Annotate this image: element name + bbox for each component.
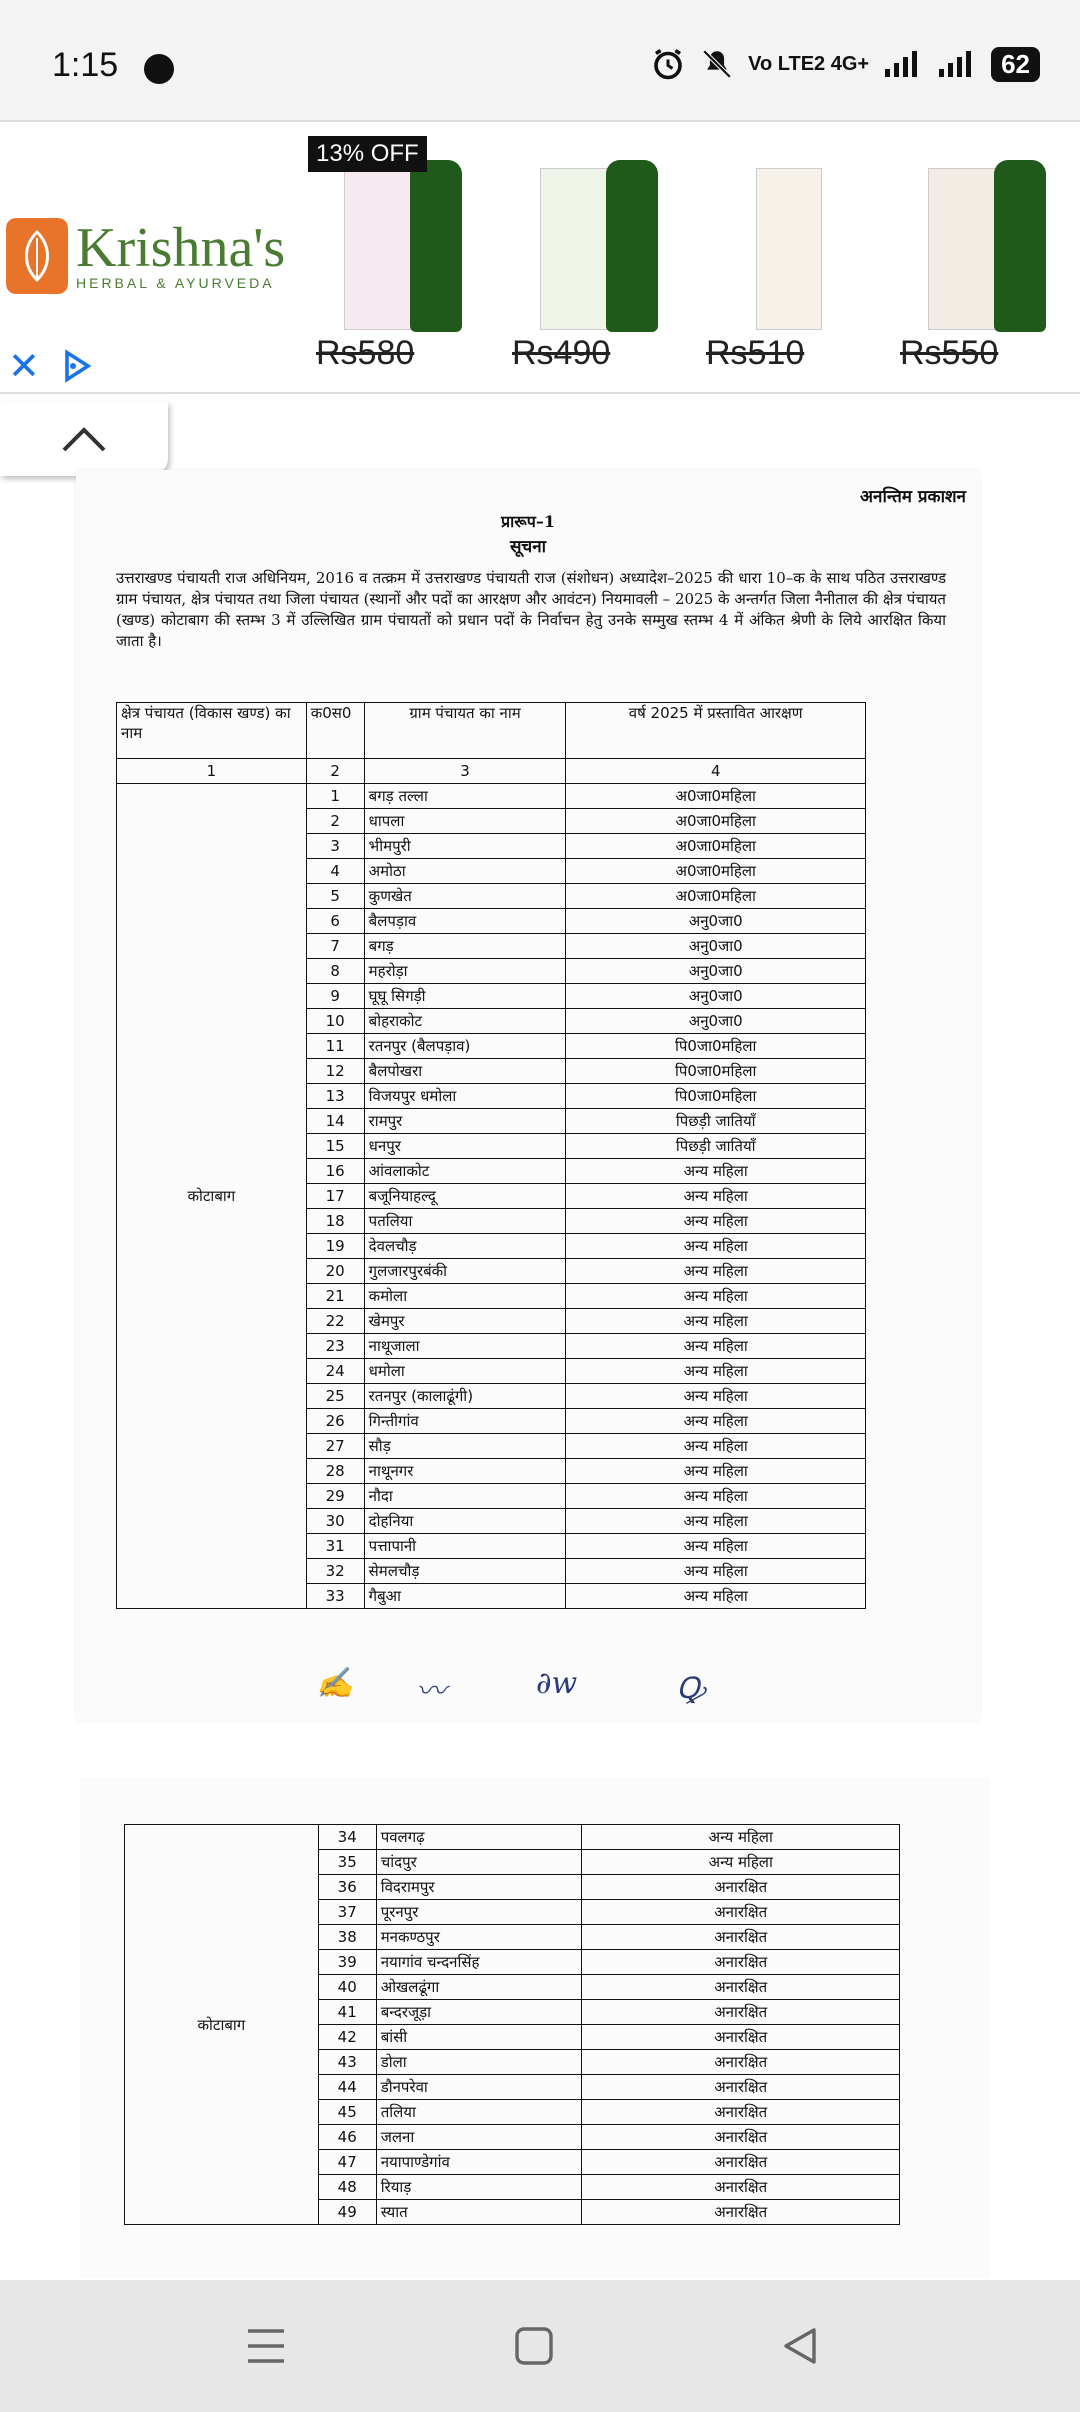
serial-number-cell: 48 (318, 2175, 376, 2200)
notice-title: सूचना (509, 537, 547, 557)
reservation-category-cell: अनु0जा0 (566, 1009, 866, 1034)
serial-number-cell: 12 (306, 1059, 364, 1084)
product-price: Rs490 (512, 334, 611, 372)
reservation-category-cell: अन्य महिला (566, 1309, 866, 1334)
column-number: 1 (117, 759, 307, 784)
village-name-cell: भीमपुरी (364, 834, 566, 859)
village-name-cell: नयागांव चन्दनसिंह (376, 1950, 582, 1975)
serial-number-cell: 4 (306, 859, 364, 884)
status-bar (0, 0, 1080, 120)
reservation-category-cell: अ0जा0महिला (566, 784, 866, 809)
column-number: 3 (364, 759, 566, 784)
product-card[interactable] (502, 128, 682, 388)
brand-logo[interactable] (6, 218, 285, 294)
brand-name: Krishna's (76, 217, 286, 279)
village-name-cell: कुणखेत (364, 884, 566, 909)
reservation-category-cell: अनारक्षित (582, 2075, 900, 2100)
product-bottle-image (606, 160, 658, 332)
village-name-cell: देवलचौड़ (364, 1234, 566, 1259)
reservation-category-cell: अन्य महिला (566, 1259, 866, 1284)
reservation-category-cell: अन्य महिला (566, 1484, 866, 1509)
column-header: ग्राम पंचायत का नाम (364, 703, 566, 759)
serial-number-cell: 2 (306, 809, 364, 834)
battery-indicator: 62 (991, 47, 1040, 82)
reservation-category-cell: अनारक्षित (582, 2200, 900, 2225)
document-page-1 (76, 470, 980, 1720)
back-button[interactable] (770, 2320, 830, 2372)
product-box-image (928, 168, 1004, 330)
reservation-category-cell: अन्य महिला (566, 1284, 866, 1309)
serial-number-cell: 41 (318, 2000, 376, 2025)
product-price: Rs510 (706, 334, 805, 372)
reservation-category-cell: अनारक्षित (582, 1975, 900, 2000)
village-name-cell: बगड़ तल्ला (364, 784, 566, 809)
column-header: वर्ष 2025 में प्रस्तावित आरक्षण (566, 703, 866, 759)
signal-icon (883, 49, 923, 79)
village-name-cell: बगड़ (364, 934, 566, 959)
village-name-cell: ओखलढूंगा (376, 1975, 582, 2000)
leaf-logo-icon (6, 218, 68, 294)
reservation-category-cell: अनु0जा0 (566, 984, 866, 1009)
back-triangle-icon (780, 2326, 820, 2366)
status-time: 1:15 (52, 46, 119, 84)
village-name-cell: जलना (376, 2125, 582, 2150)
brand-tagline: HERBAL & AYURVEDA (76, 275, 275, 291)
reservation-category-cell: अनु0जा0 (566, 934, 866, 959)
village-name-cell: सौड़ (364, 1434, 566, 1459)
product-card[interactable] (306, 128, 486, 388)
serial-number-cell: 39 (318, 1950, 376, 1975)
serial-number-cell: 34 (318, 1825, 376, 1850)
serial-number-cell: 8 (306, 959, 364, 984)
reservation-category-cell: अनारक्षित (582, 1875, 900, 1900)
village-name-cell: महरोड़ा (364, 959, 566, 984)
reservation-category-cell: अनारक्षित (582, 1950, 900, 1975)
serial-number-cell: 32 (306, 1559, 364, 1584)
serial-number-cell: 13 (306, 1084, 364, 1109)
village-name-cell: नाथूजाला (364, 1334, 566, 1359)
signature-2: 〰 (416, 1674, 446, 1709)
reservation-category-cell: अन्य महिला (566, 1584, 866, 1609)
serial-number-cell: 20 (306, 1259, 364, 1284)
village-name-cell: मनकण्ठपुर (376, 1925, 582, 1950)
signature-3: ∂w (536, 1666, 578, 1701)
village-name-cell: अमोठा (364, 859, 566, 884)
network-label: Vo LTE2 4G+ (748, 52, 870, 75)
reservation-category-cell: पि0जा0महिला (566, 1034, 866, 1059)
reservation-category-cell: अन्य महिला (582, 1850, 900, 1875)
column-number: 2 (306, 759, 364, 784)
reservation-category-cell: अनारक्षित (582, 2025, 900, 2050)
serial-number-cell: 7 (306, 934, 364, 959)
serial-number-cell: 14 (306, 1109, 364, 1134)
village-name-cell: बोहराकोट (364, 1009, 566, 1034)
serial-number-cell: 5 (306, 884, 364, 909)
signature-4: Ꝙ (676, 1671, 705, 1706)
home-square-icon (514, 2326, 554, 2366)
reservation-category-cell: पि0जा0महिला (566, 1059, 866, 1084)
provisional-label: अनन्तिम प्रकाशन (860, 487, 966, 507)
serial-number-cell: 18 (306, 1209, 364, 1234)
reservation-category-cell: अन्य महिला (566, 1209, 866, 1234)
block-name-cell: कोटाबाग (125, 1825, 319, 2225)
serial-number-cell: 40 (318, 1975, 376, 2000)
reservation-category-cell: अ0जा0महिला (566, 884, 866, 909)
reservation-category-cell: अनारक्षित (582, 2125, 900, 2150)
collapse-ad-button[interactable] (0, 402, 168, 476)
village-name-cell: धनपुर (364, 1134, 566, 1159)
notice-paragraph: उत्तराखण्ड पंचायती राज अधिनियम, 2016 व तत्क्रम में उत्तराखण्ड पंचायती राज (संशोधन) अध्यादेश–2025 की धारा 10–क के साथ पठित उत्तराखण्ड ग्राम पंचायत, क्षेत्र पंचायत तथा जिला पंचायत (स्थानों और पदों का आरक्षण और आवंटन) नियमावली – 2025 के अन्तर्गत जिला नैनीताल की क्षेत्र पंचायत (खण्ड) कोटाबाग की स्तम्भ 3 में उल्लिखित ग्राम पंचायतों को प्रधान पदों के निर्वाचन हेतु उनके सम्मुख स्तम्भ 4 में अंकित श्रेणी के लिये आरक्षित किया जाता है। (116, 569, 946, 650)
serial-number-cell: 9 (306, 984, 364, 1009)
village-name-cell: तलिया (376, 2100, 582, 2125)
reservation-category-cell: अनु0जा0 (566, 909, 866, 934)
serial-number-cell: 46 (318, 2125, 376, 2150)
serial-number-cell: 31 (306, 1534, 364, 1559)
reservation-table-continued (124, 1824, 900, 2225)
village-name-cell: नयापाण्डेगांव (376, 2150, 582, 2175)
village-name-cell: घूघू सिगड़ी (364, 984, 566, 1009)
chevron-up-icon (60, 424, 108, 454)
serial-number-cell: 15 (306, 1134, 364, 1159)
village-name-cell: गुलजारपुरबंकी (364, 1259, 566, 1284)
reservation-category-cell: अनारक्षित (582, 2175, 900, 2200)
village-name-cell: गैबुआ (364, 1584, 566, 1609)
reservation-category-cell: अनारक्षित (582, 2150, 900, 2175)
village-name-cell: रतनपुर (बैलपड़ाव) (364, 1034, 566, 1059)
product-card[interactable] (890, 128, 1070, 388)
serial-number-cell: 27 (306, 1434, 364, 1459)
serial-number-cell: 17 (306, 1184, 364, 1209)
village-name-cell: आंवलाकोट (364, 1159, 566, 1184)
alarm-icon (650, 46, 686, 82)
product-box-image (540, 168, 616, 330)
product-bottle-image (994, 160, 1046, 332)
reservation-category-cell: अनारक्षित (582, 2050, 900, 2075)
serial-number-cell: 28 (306, 1459, 364, 1484)
reservation-category-cell: अन्य महिला (566, 1559, 866, 1584)
serial-number-cell: 22 (306, 1309, 364, 1334)
serial-number-cell: 45 (318, 2100, 376, 2125)
document-page-2 (80, 1778, 990, 2278)
serial-number-cell: 24 (306, 1359, 364, 1384)
reservation-category-cell: अन्य महिला (566, 1334, 866, 1359)
reservation-category-cell: पि0जा0महिला (566, 1084, 866, 1109)
village-name-cell: पत्तापानी (364, 1534, 566, 1559)
reservation-category-cell: अ0जा0महिला (566, 809, 866, 834)
reservation-category-cell: अन्य महिला (566, 1509, 866, 1534)
village-name-cell: स्यात (376, 2200, 582, 2225)
village-name-cell: बजूनियाहल्दू (364, 1184, 566, 1209)
serial-number-cell: 21 (306, 1284, 364, 1309)
village-name-cell: सेमलचौड़ (364, 1559, 566, 1584)
table-row (117, 784, 866, 809)
serial-number-cell: 19 (306, 1234, 364, 1259)
serial-number-cell: 38 (318, 1925, 376, 1950)
serial-number-cell: 29 (306, 1484, 364, 1509)
serial-number-cell: 43 (318, 2050, 376, 2075)
reservation-category-cell: अन्य महिला (566, 1459, 866, 1484)
reservation-category-cell: अनारक्षित (582, 2100, 900, 2125)
product-bottle-image (410, 160, 462, 332)
column-header: क्षेत्र पंचायत (विकास खण्ड) का नाम (117, 703, 307, 759)
village-name-cell: धमोला (364, 1359, 566, 1384)
village-name-cell: बैलपड़ाव (364, 909, 566, 934)
product-carousel (306, 128, 1080, 388)
village-name-cell: धापला (364, 809, 566, 834)
reservation-category-cell: अन्य महिला (566, 1534, 866, 1559)
village-name-cell: रामपुर (364, 1109, 566, 1134)
village-name-cell: पवलगढ़ (376, 1825, 582, 1850)
serial-number-cell: 47 (318, 2150, 376, 2175)
reservation-category-cell: पिछड़ी जातियॉं (566, 1109, 866, 1134)
product-price: Rs580 (316, 334, 415, 372)
block-name-cell: कोटाबाग (117, 784, 307, 1609)
reservation-category-cell: अन्य महिला (582, 1825, 900, 1850)
village-name-cell: पूरनपुर (376, 1900, 582, 1925)
serial-number-cell: 37 (318, 1900, 376, 1925)
reservation-category-cell: अन्य महिला (566, 1234, 866, 1259)
discount-badge: 13% OFF (308, 136, 427, 172)
signal-icon-2 (937, 49, 977, 79)
system-nav-bar (0, 2280, 1080, 2412)
serial-number-cell: 11 (306, 1034, 364, 1059)
serial-number-cell: 10 (306, 1009, 364, 1034)
reservation-category-cell: अन्य महिला (566, 1184, 866, 1209)
ad-banner[interactable] (0, 120, 1080, 394)
product-price: Rs550 (900, 334, 999, 372)
village-name-cell: डोला (376, 2050, 582, 2075)
village-name-cell: रियाड़ (376, 2175, 582, 2200)
app-notification-icon (144, 54, 174, 84)
serial-number-cell: 33 (306, 1584, 364, 1609)
reservation-category-cell: अ0जा0महिला (566, 834, 866, 859)
home-button[interactable] (504, 2320, 564, 2372)
village-name-cell: बैलपोखरा (364, 1059, 566, 1084)
reservation-category-cell: अन्य महिला (566, 1434, 866, 1459)
recents-button[interactable] (236, 2320, 296, 2372)
serial-number-cell: 3 (306, 834, 364, 859)
product-box-image (344, 168, 420, 330)
signature-1: ✍ (316, 1666, 354, 1701)
column-number-row (117, 759, 866, 784)
reservation-category-cell: अन्य महिला (566, 1159, 866, 1184)
status-icons (650, 46, 1040, 82)
village-name-cell: खेमपुर (364, 1309, 566, 1334)
reservation-category-cell: अनु0जा0 (566, 959, 866, 984)
serial-number-cell: 44 (318, 2075, 376, 2100)
village-name-cell: दोहनिया (364, 1509, 566, 1534)
village-name-cell: गिन्तीगांव (364, 1409, 566, 1434)
column-number: 4 (566, 759, 866, 784)
village-name-cell: डौनपरेवा (376, 2075, 582, 2100)
serial-number-cell: 6 (306, 909, 364, 934)
reservation-category-cell: अन्य महिला (566, 1384, 866, 1409)
village-name-cell: पतलिया (364, 1209, 566, 1234)
close-icon[interactable]: ✕ (8, 344, 40, 388)
village-name-cell: चांदपुर (376, 1850, 582, 1875)
village-name-cell: कमोला (364, 1284, 566, 1309)
village-name-cell: बांसी (376, 2025, 582, 2050)
serial-number-cell: 25 (306, 1384, 364, 1409)
serial-number-cell: 42 (318, 2025, 376, 2050)
reservation-category-cell: पिछड़ी जातियॉं (566, 1134, 866, 1159)
village-name-cell: रतनपुर (कालाढूंगी) (364, 1384, 566, 1409)
serial-number-cell: 35 (318, 1850, 376, 1875)
village-name-cell: विदरामपुर (376, 1875, 582, 1900)
village-name-cell: बन्दरजूड़ा (376, 2000, 582, 2025)
reservation-category-cell: अन्य महिला (566, 1359, 866, 1384)
serial-number-cell: 16 (306, 1159, 364, 1184)
serial-number-cell: 49 (318, 2200, 376, 2225)
reservation-category-cell: अन्य महिला (566, 1409, 866, 1434)
table-row (125, 1825, 900, 1850)
reservation-category-cell: अ0जा0महिला (566, 859, 866, 884)
product-box-image (756, 168, 822, 330)
product-card[interactable] (696, 128, 876, 388)
serial-number-cell: 30 (306, 1509, 364, 1534)
village-name-cell: नौदा (364, 1484, 566, 1509)
village-name-cell: नाथूनगर (364, 1459, 566, 1484)
serial-number-cell: 23 (306, 1334, 364, 1359)
form-title: प्रारूप–1 (501, 512, 555, 531)
adchoices-icon[interactable] (58, 348, 94, 384)
serial-number-cell: 36 (318, 1875, 376, 1900)
column-header: क0स0 (306, 703, 364, 759)
menu-icon (246, 2327, 286, 2365)
reservation-category-cell: अनारक्षित (582, 1900, 900, 1925)
reservation-category-cell: अनारक्षित (582, 2000, 900, 2025)
serial-number-cell: 26 (306, 1409, 364, 1434)
table-header-row (117, 703, 866, 759)
reservation-category-cell: अनारक्षित (582, 1925, 900, 1950)
village-name-cell: विजयपुर धमोला (364, 1084, 566, 1109)
serial-number-cell: 1 (306, 784, 364, 809)
reservation-table (116, 702, 866, 1609)
mute-icon (700, 47, 734, 81)
